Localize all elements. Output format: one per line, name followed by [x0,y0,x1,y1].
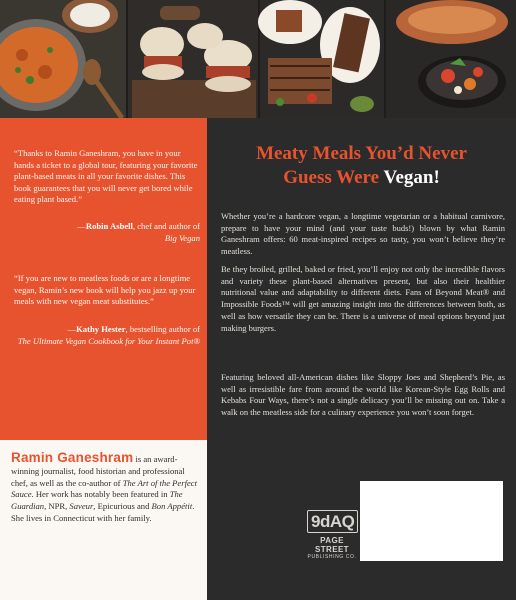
bio-text: is an award-winning journalist, food historian and professional chef, as well as the co-author of [11,454,185,488]
quote-author: Kathy Hester [76,324,126,334]
bio-publication: The Guardian [11,489,183,512]
headline-line-1: Meaty Meals You’d Never [256,143,467,164]
publisher-name: PAGE STREET [315,536,349,554]
attribution-dash: — [67,324,77,334]
bio-text: . She lives in Connecticut with her family. [11,501,195,523]
quote-author-role: , chef and author of [132,221,200,231]
barcode-placeholder [360,481,503,561]
testimonials-panel [0,118,207,440]
testimonial-quote: “Thanks to Ramin Ganeshram, you have in your hands a ticket to a global tour, featuring your favorite plant-based meats in all your favorite dishes. This book guarantees that you will never get bored while eating plant based.” [14,148,198,205]
food-photos-illustration [0,0,516,118]
testimonial-attribution [14,324,200,347]
publisher-mark: 9dAQ [307,510,358,533]
bio-publication: Bon Appétit [151,501,193,512]
quote-book-title: Big Vegan [164,232,200,243]
headline-line-2-orange: Guess Were [283,167,384,188]
attribution-dash: — [77,221,86,231]
quote-author: Robin Asbell [85,221,133,231]
bio-book-title: The Art of the Perfect Sauce [11,477,197,500]
description-paragraph: Be they broiled, grilled, baked or fried, you’ll enjoy not only the incredible flavors and variety these plant-based alternatives present, but also their healthier nutritional value and adaptability to different diets. Fans of Beyond Meat® and Impossible Foods™ will get amazing insight into the differences between both, as well as how versatile they can be. There is a universe of meal options beyond just making burgers. [221,264,505,333]
publisher-logo [307,510,357,561]
testimonial-attribution [14,221,200,244]
food-photo-strip [0,0,516,118]
publisher-subname: PUBLISHING CO. [307,554,357,560]
description-paragraph: Featuring beloved all-American dishes like Sloppy Joes and Shepherd’s Pie, as well as irresistible fare from around the world like Korean-Style Egg Rolls and Kebabs Four Ways, there’s not a single delicacy you’ll be missing out on. Take a walk on the meatless side for a culinary experience you won’t soon forget. [221,372,505,418]
bio-text: , NPR, [44,501,70,512]
description-paragraph: Whether you’re a hardcore vegan, a longtime vegetarian or a habitual carnivore, prepare to have your mind (and your taste buds!) blown by what Ramin Ganeshram offers: 60 meat-inspired recipes so tasty, you won’t believe they’re meatless. [221,211,505,257]
bio-text: , Epicurious and [93,501,152,512]
description-panel [207,118,516,600]
headline-line-2-white: Vegan! [383,167,440,188]
bio-text: . Her work has notably been featured in [31,489,170,500]
quote-author-role: , bestselling author of [125,324,200,334]
author-bio-panel [0,440,207,600]
author-name: Ramin Ganeshram [11,450,134,465]
quote-book-title: The Ultimate Vegan Cookbook for Your Instant Pot® [17,335,200,346]
headline [207,142,516,190]
author-bio [11,452,201,525]
bio-publication: Saveur [69,501,94,512]
testimonial-quote: “If you are new to meatless foods or are a longtime vegan, Ramin’s new book will help you jazz up your meals with new vegan meat substitutes.” [14,273,196,307]
